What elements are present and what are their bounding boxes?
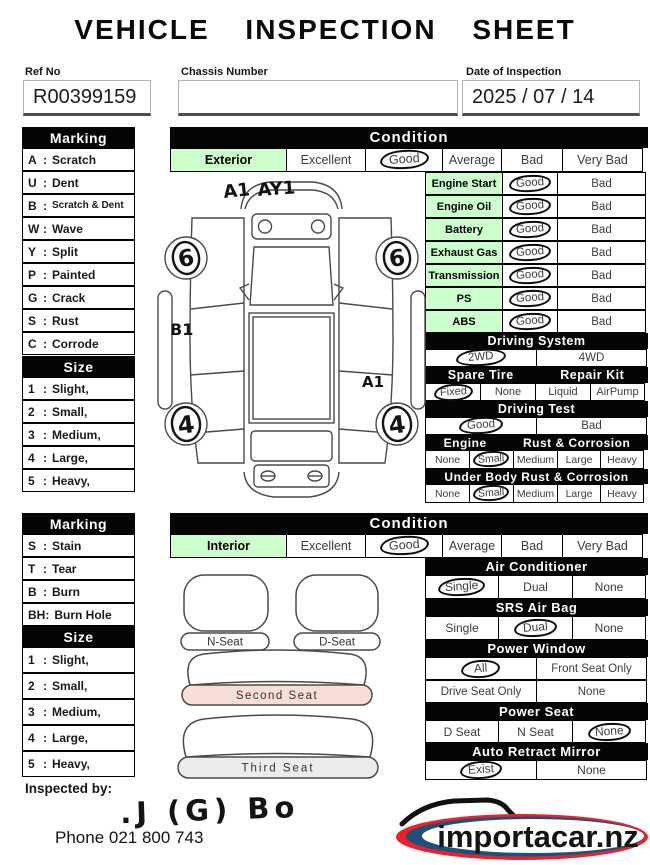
- check-row-exhaust-gas: [425, 241, 648, 264]
- check-row-abs: [425, 310, 648, 333]
- option-none: None: [536, 760, 647, 780]
- circle-mark: Good: [508, 288, 551, 308]
- circle-mark: None: [587, 721, 631, 742]
- option-2wd-selected: [425, 349, 537, 367]
- option-single-selected: [425, 575, 499, 599]
- option-heavy: Heavy: [600, 484, 644, 503]
- legend-row: 2 : Small,: [22, 673, 135, 699]
- option-small-selected: [469, 484, 514, 503]
- legend-row: 5 : Heavy,: [22, 751, 135, 777]
- legend-row: T : Tear: [22, 557, 135, 580]
- d-seat-label: D-Seat: [319, 636, 355, 649]
- check-label: Exhaust Gas: [425, 241, 503, 264]
- option-none-selected: [572, 720, 646, 743]
- option-medium: Medium: [513, 484, 558, 503]
- air-conditioner-header: Air Conditioner: [425, 558, 648, 575]
- importacar-logo: [392, 794, 648, 862]
- seats-diagram: [176, 561, 426, 781]
- circle-mark: Good: [508, 219, 551, 239]
- check-good-cell: [502, 218, 558, 241]
- circle-mark: Small: [473, 450, 510, 469]
- driving-system-header: Driving System: [425, 333, 648, 349]
- option-front-seat-only: Front Seat Only: [536, 657, 647, 680]
- check-label: PS: [425, 287, 503, 310]
- legend-row: 3 : Medium,: [22, 699, 135, 725]
- check-bad-cell: Bad: [557, 241, 646, 264]
- interior-condition-header: Condition: [170, 513, 648, 534]
- interior-row-label: Interior: [170, 534, 287, 558]
- legend-row: C : Corrode: [22, 332, 135, 355]
- ref-no-value: R00399159: [33, 85, 137, 108]
- check-row-ps: [425, 287, 648, 310]
- check-row-battery: [425, 218, 648, 241]
- option-bad: Bad: [501, 534, 563, 558]
- check-bad-cell: Bad: [557, 264, 646, 287]
- circle-mark: Good: [508, 265, 551, 285]
- legend-row: 5 : Heavy,: [22, 469, 135, 492]
- engine-rust-header: [425, 435, 648, 450]
- auto-retract-mirror-row: [425, 760, 648, 780]
- check-good-cell: [502, 310, 558, 333]
- legend-row: P : Painted: [22, 263, 135, 286]
- option-bad: Bad: [536, 417, 647, 435]
- exterior-row-label: Exterior: [170, 148, 287, 172]
- option-very-bad: Very Bad: [562, 148, 643, 172]
- check-label: Engine Oil: [425, 195, 503, 218]
- driving-system-row: [425, 349, 648, 367]
- option-all-selected: [425, 657, 537, 680]
- chassis-label: Chassis Number: [181, 66, 268, 78]
- phone-number: Phone 021 800 743: [55, 828, 204, 847]
- car-outline: [158, 182, 425, 497]
- legend-row: W : Wave: [22, 217, 135, 240]
- underbody-rust-row: [425, 484, 648, 503]
- circle-mark: Good: [508, 173, 551, 193]
- legend-row: 1 : Slight,: [22, 647, 135, 673]
- underbody-rust-header: Under Body Rust & Corrosion: [425, 469, 648, 484]
- mark-wheel-rr: 4: [387, 410, 408, 440]
- option-dual-selected: [498, 616, 573, 640]
- check-label: Transmission: [425, 264, 503, 287]
- power-window-header: Power Window: [425, 640, 648, 657]
- auto-retract-mirror-header: Auto Retract Mirror: [425, 743, 648, 760]
- option-single: Single: [425, 616, 499, 640]
- ref-no-label: Ref No: [25, 66, 61, 78]
- check-good-cell: [502, 264, 558, 287]
- power-seat-row: [425, 720, 648, 743]
- circle-mark: Dual: [514, 618, 558, 639]
- circle-mark: Good: [508, 196, 551, 216]
- inspector-signature: [112, 784, 322, 830]
- option-none: None: [425, 484, 470, 503]
- option-excellent: Excellent: [286, 534, 366, 558]
- option-good-selected: [365, 148, 443, 172]
- third-seat-label: Third Seat: [241, 762, 315, 775]
- seat-shapes: [178, 575, 380, 778]
- option-none: None: [425, 450, 470, 469]
- option-d-seat: D Seat: [425, 720, 499, 743]
- page-title: VEHICLE INSPECTION SHEET: [74, 14, 576, 45]
- option-average: Average: [442, 534, 502, 558]
- option-none: None: [572, 575, 646, 599]
- circle-mark: 2WD: [456, 348, 507, 369]
- mark-left-b1: B1: [170, 320, 194, 339]
- signature-text: .J (G) Bo: [119, 789, 300, 830]
- option-none: None: [536, 680, 647, 703]
- exterior-condition-header: Condition: [170, 127, 648, 148]
- check-bad-cell: Bad: [557, 287, 646, 310]
- n-seat-label: N-Seat: [207, 636, 243, 649]
- check-bad-cell: Bad: [557, 195, 646, 218]
- engine-title: Engine: [443, 435, 487, 450]
- interior-condition-row: [170, 534, 648, 558]
- mark-wheel-rl: 4: [176, 410, 197, 440]
- rust-corrosion-title: Rust & Corrosion: [522, 435, 631, 450]
- spare-tire-title: Spare Tire: [447, 368, 514, 382]
- spare-repair-header: [425, 367, 648, 383]
- exterior-marking-header: Marking: [22, 127, 135, 148]
- mark-wheel-fr: 6: [387, 245, 407, 273]
- check-label: Battery: [425, 218, 503, 241]
- power-window-row2: [425, 680, 648, 703]
- spare-tire-row: [425, 383, 648, 401]
- car-diagram: [148, 172, 435, 506]
- circle-mark: Good: [379, 535, 429, 558]
- mark-wheel-fl: 6: [176, 244, 197, 274]
- date-value: 2025 / 07 / 14: [472, 85, 595, 108]
- date-label: Date of Inspection: [466, 66, 562, 78]
- option-none: None: [572, 616, 646, 640]
- repair-kit-title: Repair Kit: [560, 368, 625, 382]
- legend-row: S : Stain: [22, 534, 135, 557]
- date-field: [462, 80, 640, 116]
- legend-row: G : Crack: [22, 286, 135, 309]
- ref-no-field: [23, 80, 151, 116]
- driving-test-header: Driving Test: [425, 401, 648, 417]
- circle-mark: Good: [508, 242, 551, 262]
- option-medium: Medium: [513, 450, 558, 469]
- check-bad-cell: Bad: [557, 218, 646, 241]
- option-exist-selected: [425, 760, 537, 780]
- exterior-size-header: Size: [22, 356, 135, 377]
- option-large: Large: [557, 484, 601, 503]
- option-very-bad: Very Bad: [562, 534, 643, 558]
- legend-row: U : Dent: [22, 171, 135, 194]
- option-liquid: Liquid: [535, 383, 591, 401]
- check-row-engine-start: [425, 172, 648, 195]
- srs-airbag-header: SRS Air Bag: [425, 599, 648, 616]
- legend-row: S : Rust: [22, 309, 135, 332]
- srs-airbag-row: [425, 616, 648, 640]
- option-small-selected: [469, 450, 514, 469]
- circle-mark: Good: [458, 416, 503, 436]
- engine-rust-row: [425, 450, 648, 469]
- check-label: Engine Start: [425, 172, 503, 195]
- option-good-selected: [425, 417, 537, 435]
- power-seat-header: Power Seat: [425, 703, 648, 720]
- circle-mark: Exist: [459, 760, 502, 781]
- legend-row: 2 : Small,: [22, 400, 135, 423]
- check-good-cell: [502, 172, 558, 195]
- option-large: Large: [557, 450, 601, 469]
- option-bad: Bad: [501, 148, 563, 172]
- legend-row: 4 : Large,: [22, 446, 135, 469]
- check-good-cell: [502, 195, 558, 218]
- air-conditioner-row: [425, 575, 648, 599]
- second-seat-label: Second Seat: [235, 690, 319, 702]
- circle-mark: Small: [473, 484, 510, 503]
- circle-mark: Single: [438, 576, 486, 597]
- legend-row: BH : Burn Hole: [22, 603, 135, 626]
- legend-row: 4 : Large,: [22, 725, 135, 751]
- option-drive-seat-only: Drive Seat Only: [425, 680, 537, 703]
- legend-row: B : Scratch & Dent: [22, 194, 135, 217]
- circle-mark: Good: [379, 149, 429, 172]
- option-4wd: 4WD: [536, 349, 647, 367]
- chassis-field: [178, 80, 458, 116]
- mark-front-ay1: AY1: [256, 177, 297, 201]
- interior-marking-header: Marking: [22, 513, 135, 534]
- legend-row: A : Scratch: [22, 148, 135, 171]
- legend-row: B : Burn: [22, 580, 135, 603]
- check-bad-cell: Bad: [557, 310, 646, 333]
- legend-row: 1 : Slight,: [22, 377, 135, 400]
- mark-front-a1: A1: [222, 179, 251, 203]
- driving-test-row: [425, 417, 648, 435]
- check-row-engine-oil: [425, 195, 648, 218]
- check-good-cell: [502, 241, 558, 264]
- option-airpump: AirPump: [590, 383, 645, 401]
- option-dual: Dual: [498, 575, 573, 599]
- mark-right-a1: A1: [362, 373, 385, 391]
- option-good-selected: [365, 534, 443, 558]
- logo-text: importacar.nz: [437, 819, 639, 854]
- check-label: ABS: [425, 310, 503, 333]
- check-row-transmission: [425, 264, 648, 287]
- circle-mark: All: [461, 658, 501, 678]
- option-average: Average: [442, 148, 502, 172]
- circle-mark: Good: [508, 311, 551, 331]
- legend-row: Y : Split: [22, 240, 135, 263]
- option-n-seat: N Seat: [498, 720, 573, 743]
- inspected-by-label: Inspected by:: [25, 781, 113, 796]
- circle-mark: Fixed: [433, 382, 473, 401]
- check-bad-cell: Bad: [557, 172, 646, 195]
- legend-row: 3 : Medium,: [22, 423, 135, 446]
- check-good-cell: [502, 287, 558, 310]
- option-heavy: Heavy: [600, 450, 644, 469]
- interior-size-header: Size: [22, 626, 135, 647]
- exterior-condition-row: [170, 148, 648, 172]
- option-none: None: [480, 383, 536, 401]
- power-window-row1: [425, 657, 648, 680]
- option-excellent: Excellent: [286, 148, 366, 172]
